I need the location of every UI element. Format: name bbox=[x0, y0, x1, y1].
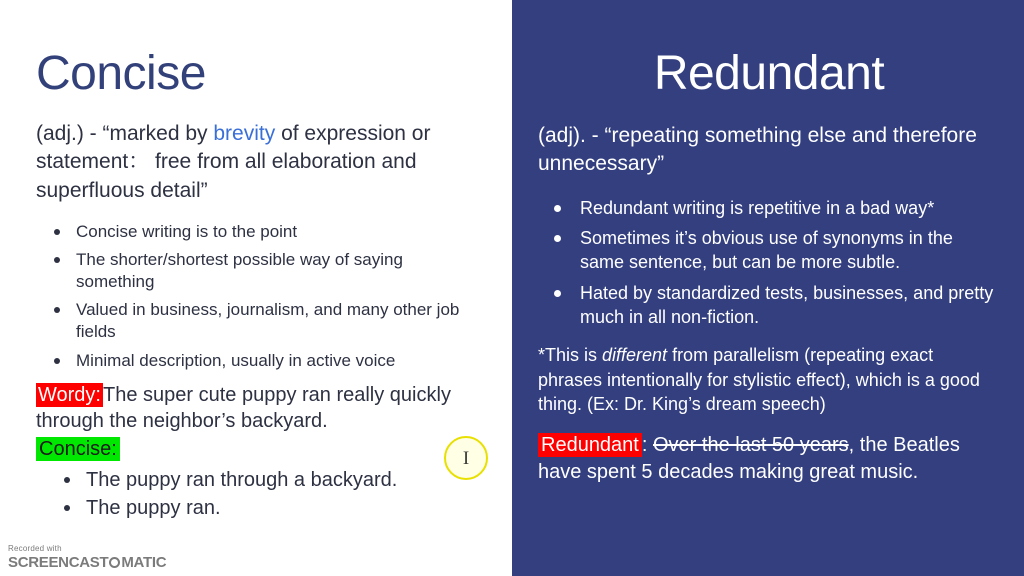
circle-icon bbox=[109, 557, 120, 568]
list-item: The puppy ran. bbox=[62, 495, 486, 522]
wordy-label: Wordy: bbox=[38, 383, 101, 406]
concise-definition-part-a: (adj.) - “marked by bbox=[36, 122, 214, 145]
list-item: Minimal description, usually in active voice bbox=[50, 350, 486, 372]
redundant-rest-text: , the Beatles have spent 5 decades making great music. bbox=[538, 434, 960, 484]
text-cursor-icon: I bbox=[462, 447, 470, 469]
list-item: Hated by standardized tests, businesses, and pretty much in all non-fiction. bbox=[550, 282, 1000, 330]
watermark-title-right: MATIC bbox=[121, 554, 167, 571]
redundant-bullet-list bbox=[538, 197, 1000, 330]
list-item: Redundant writing is repetitive in a bad way* bbox=[550, 197, 1000, 221]
concise-definition bbox=[36, 120, 486, 205]
redundant-colon: : bbox=[641, 434, 653, 457]
redundant-panel bbox=[512, 0, 1024, 576]
concise-bullet-list bbox=[36, 221, 486, 372]
concise-example bbox=[36, 382, 486, 522]
note-part-a: *This is bbox=[538, 345, 603, 366]
watermark-title bbox=[8, 555, 166, 570]
list-item: Sometimes it’s obvious use of synonyms in the same sentence, but can be more subtle. bbox=[550, 227, 1000, 275]
concise-example-list bbox=[36, 467, 486, 522]
watermark-subtitle: Recorded with bbox=[8, 544, 62, 553]
page-title-concise: Concise bbox=[36, 47, 206, 100]
concise-definition-part-b: of expression or statement： free from all elaboration and superfluous detail” bbox=[36, 122, 431, 202]
redundant-definition: (adj). - “repeating something else and therefore unnecessary” bbox=[538, 124, 977, 176]
parallelism-note bbox=[538, 343, 998, 416]
watermark-title-left: SCREENCAST bbox=[8, 554, 109, 571]
page-title-redundant: Redundant bbox=[653, 47, 885, 100]
wordy-sentence: The super cute puppy ran really quickly through the neighbor’s backyard. bbox=[36, 383, 451, 432]
concise-label: Concise: bbox=[36, 437, 120, 461]
note-emphasis: different bbox=[602, 345, 668, 366]
redundant-struck-text: Over the last 50 years bbox=[653, 434, 849, 457]
mouse-cursor-highlight bbox=[444, 436, 488, 480]
brevity-highlight: brevity bbox=[213, 122, 276, 145]
note-part-b: from parallelism (repeating exact phrases intentionally for stylistic effect), which is a good thing. (Ex: Dr. King’s dream speech) bbox=[538, 345, 980, 415]
list-item: The shorter/shortest possible way of saying something bbox=[50, 249, 486, 293]
list-item: Valued in business, journalism, and many other job fields bbox=[50, 299, 486, 343]
redundant-label: Redundant bbox=[538, 433, 642, 457]
list-item: Concise writing is to the point bbox=[50, 221, 486, 243]
list-item: The puppy ran through a backyard. bbox=[62, 467, 486, 494]
screencast-o-matic-watermark bbox=[8, 545, 166, 570]
redundant-example bbox=[538, 432, 1000, 486]
